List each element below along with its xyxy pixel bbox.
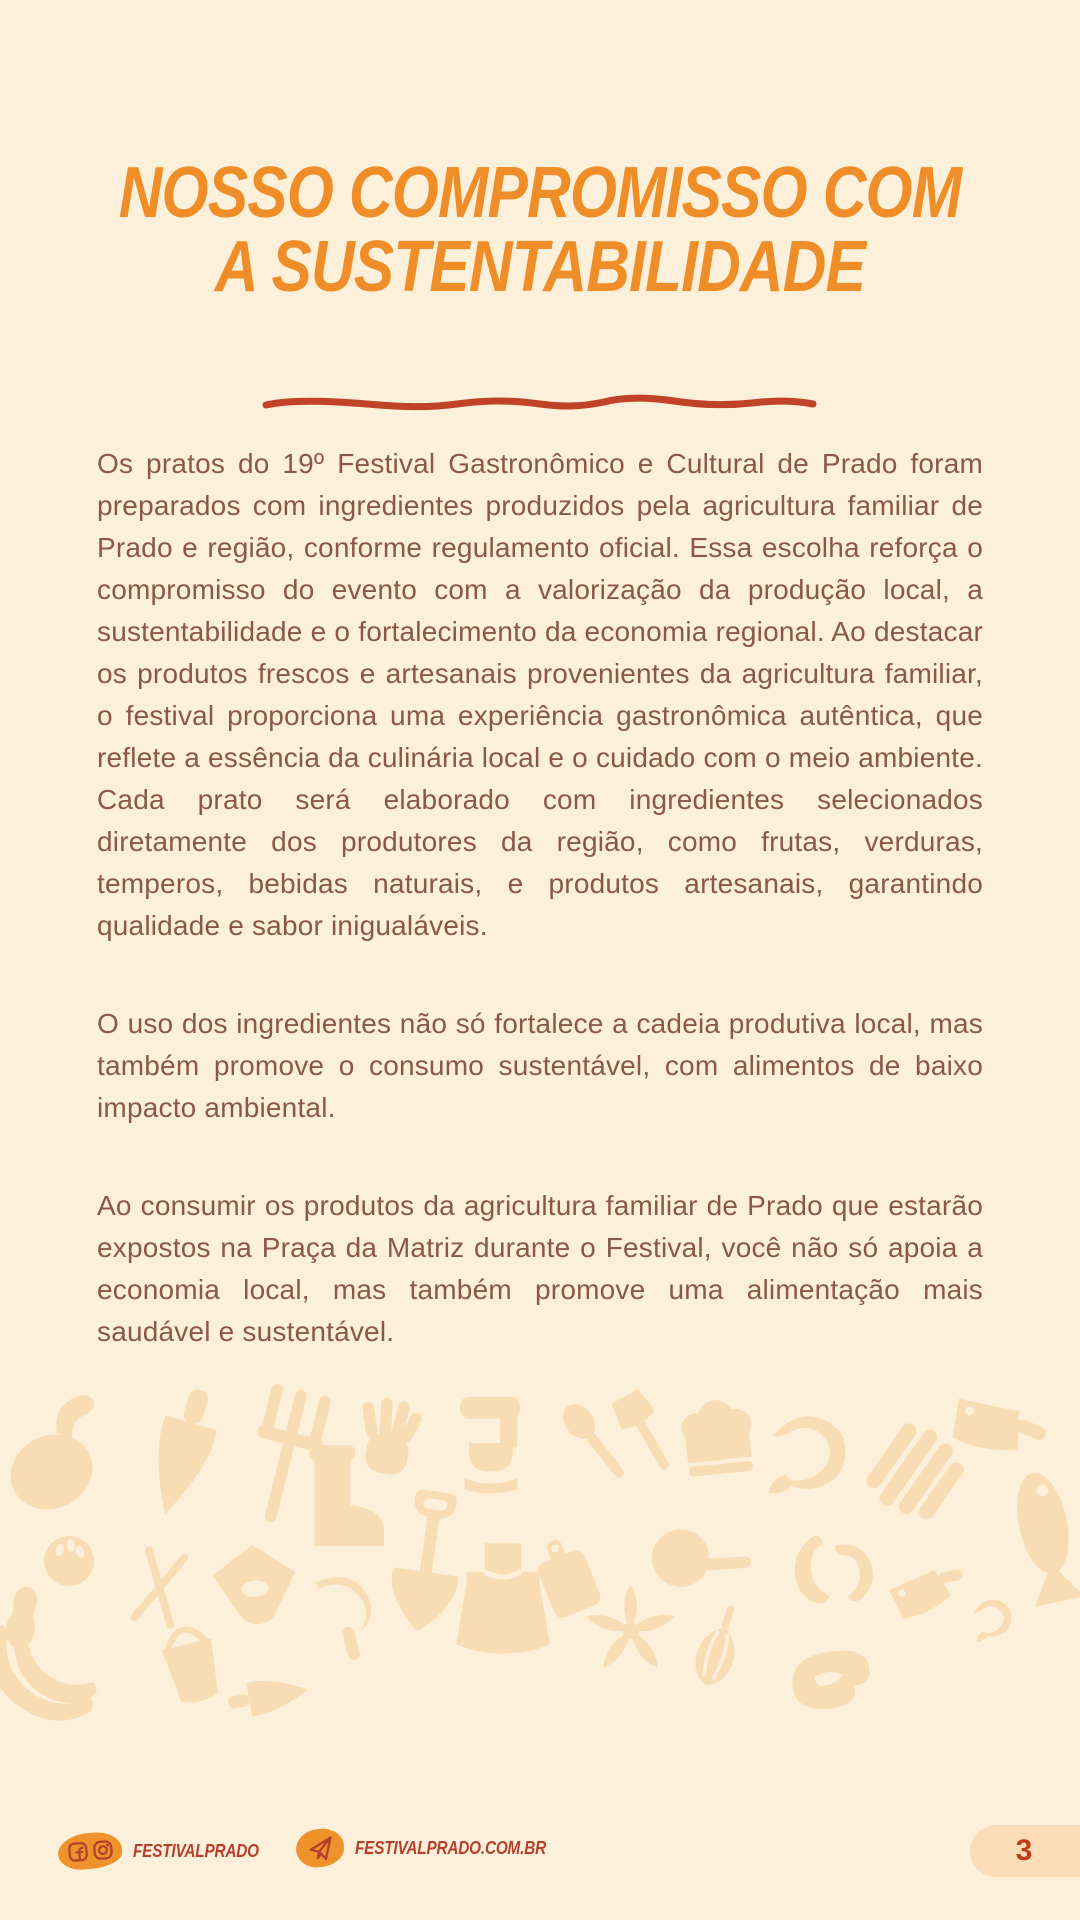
fish-icon (1007, 1468, 1080, 1607)
social-handle-label: FESTIVALPRADO (133, 1840, 259, 1861)
body-paragraph-3: Ao consumir os produtos da agricultura familiar de Prado que estarão expostos na Praça da Matriz durante o Festival, você não só apoia a economia local, mas também promove uma alimentação mais saudável e sustentável. (97, 1190, 983, 1347)
shrimp-icon (769, 1416, 846, 1493)
page-title (0, 153, 1080, 307)
page-footer (0, 1815, 1080, 1895)
bananas-icon (0, 1618, 96, 1721)
rain-boot-icon (310, 1445, 384, 1546)
trowel-icon (225, 1672, 311, 1720)
cutting-board-icon (529, 1531, 603, 1620)
peanut-icon (3, 1584, 42, 1650)
cleaver-icon (889, 1560, 971, 1622)
instagram-icon (91, 1838, 114, 1861)
website-label: FESTIVALPRADO.COM.BR (355, 1837, 546, 1858)
sausages-icon (795, 1536, 873, 1604)
shrimp-icon (970, 1597, 1015, 1642)
page-title-line1: NOSSO COMPROMISSO COM (118, 153, 962, 233)
facebook-icon (66, 1840, 89, 1863)
article-body (97, 443, 983, 1409)
gourd-icon (0, 1394, 108, 1526)
website-group[interactable] (296, 1829, 580, 1867)
page-number-pill (970, 1825, 1080, 1877)
shovel-icon (384, 1487, 469, 1636)
sickle-icon (307, 1575, 374, 1663)
page-title-line2: A SUSTENTABILIDADE (214, 227, 866, 307)
pruning-shears-icon (128, 1544, 190, 1631)
title-underline-squiggle (262, 391, 818, 413)
paper-plane-icon (305, 1833, 334, 1862)
page-number: 3 (1015, 1834, 1033, 1867)
stand-mixer-icon (460, 1397, 519, 1494)
bucket-icon (158, 1624, 225, 1708)
seed-bag-icon (211, 1542, 299, 1627)
website-icon-blob (294, 1827, 345, 1869)
apron-icon (456, 1543, 550, 1654)
frying-pan-icon (646, 1523, 757, 1603)
coconut-icon (44, 1536, 94, 1586)
body-paragraph-2: O uso dos ingredientes não só fortalece a cadeia produtiva local, mas também promove o consumo sustentável, com alimentos de baixo impacto ambiental. (97, 1008, 983, 1123)
wooden-spoon-icon (556, 1398, 633, 1485)
flower-icon (585, 1584, 677, 1671)
social-icons-blob (57, 1831, 123, 1871)
salmon-steak-icon (792, 1651, 869, 1709)
page-header (0, 153, 1080, 307)
ribs-icon (860, 1415, 974, 1532)
body-paragraph-1: Os pratos do 19º Festival Gastronômico e Cultural de Prado foram preparados com ingredientes produzidos pela agricultura familiar de Prado e região, conforme regulamento oficial. Essa escolha reforça o compromisso do evento com a valorização da produção local, a sustentabilidade e o fortalecimento da economia regional. Ao destacar os produtos frescos e artesanais provenientes da agricultura familiar, o festival proporciona uma experiência gastronômica autêntica, que reflete a essência da culinária local e o cuidado com o meio ambiente. Cada prato será elaborado com ingredientes selecionados diretamente dos produtores da região, como frutas, verduras, temperos, bebidas naturais, e produtos artesanais, garantindo qualidade e sabor inigualáveis. (97, 448, 983, 941)
social-handle-group[interactable] (58, 1833, 281, 1869)
whisk-icon (688, 1600, 749, 1690)
